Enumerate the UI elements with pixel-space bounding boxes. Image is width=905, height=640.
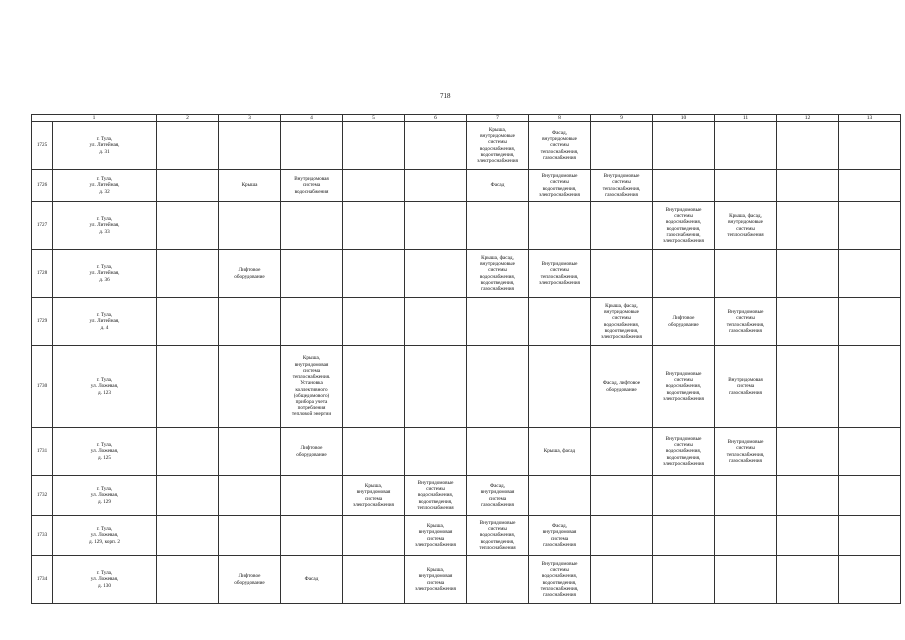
work-cell (467, 346, 529, 428)
work-cell (467, 298, 529, 346)
column-header: 11 (715, 115, 777, 122)
work-cell: Внутридомовые системы теплоснабжения, газоснабжения (715, 428, 777, 476)
row-number: 1729 (32, 298, 53, 346)
work-cell (839, 170, 901, 202)
work-cell (343, 298, 405, 346)
work-cell (219, 428, 281, 476)
work-cell (157, 298, 219, 346)
work-cell (405, 298, 467, 346)
work-cell: Крыша, внутридомовая система электроснабжения (405, 556, 467, 604)
address-cell: г. Тула, ул. Литейная, д. 33 (53, 202, 157, 250)
work-cell (157, 476, 219, 516)
work-cell: Лифтовое оборудование (653, 298, 715, 346)
work-cell (653, 122, 715, 170)
address-cell: г. Тула, ул. Ложевая, д. 129, корп. 2 (53, 516, 157, 556)
work-cell (405, 122, 467, 170)
work-cell (591, 250, 653, 298)
work-cell (529, 298, 591, 346)
work-cell (653, 476, 715, 516)
work-cell: Внутридомовые системы теплоснабжения, газоснабжения (591, 170, 653, 202)
work-cell: Внутридомовые системы водоснабжения, водоотведения, электроснабжения (653, 346, 715, 428)
work-cell (715, 516, 777, 556)
work-cell (715, 170, 777, 202)
work-cell (653, 250, 715, 298)
column-header: 13 (839, 115, 901, 122)
work-cell (529, 202, 591, 250)
column-header: 4 (281, 115, 343, 122)
row-number: 1727 (32, 202, 53, 250)
work-cell: Внутридомовые системы теплоснабжения, газоснабжения (715, 298, 777, 346)
work-cell (653, 556, 715, 604)
work-cell: Внутридомовая система газоснабжения (715, 346, 777, 428)
work-cell: Лифтовое оборудование (219, 556, 281, 604)
address-cell: г. Тула, ул. Ложевая, д. 130 (53, 556, 157, 604)
work-cell (777, 346, 839, 428)
work-cell (405, 428, 467, 476)
work-cell (839, 202, 901, 250)
work-cell (529, 346, 591, 428)
work-cell (281, 122, 343, 170)
address-cell: г. Тула, ул. Ложевая, д. 125 (53, 428, 157, 476)
work-cell (219, 346, 281, 428)
work-cell (591, 122, 653, 170)
table-row (32, 202, 901, 250)
row-number: 1726 (32, 170, 53, 202)
work-cell: Крыша, фасад, внутридомовые системы водоснабжения, водоотведения, электроснабжения (591, 298, 653, 346)
work-cell: Фасад, внутридомовая система газоснабжения (529, 516, 591, 556)
work-cell (591, 516, 653, 556)
work-cell (839, 122, 901, 170)
work-cell (839, 250, 901, 298)
work-cell (777, 250, 839, 298)
work-cell (157, 170, 219, 202)
work-cell (715, 476, 777, 516)
work-cell: Крыша, внутридомовая система электроснабжения (343, 476, 405, 516)
work-cell (157, 202, 219, 250)
work-cell (157, 556, 219, 604)
table-row (32, 556, 901, 604)
work-cell: Фасад (281, 556, 343, 604)
table-row (32, 346, 901, 428)
address-cell: г. Тула, ул. Литейная, д. 31 (53, 122, 157, 170)
work-cell: Внутридомовые системы теплоснабжения, электроснабжения (529, 250, 591, 298)
work-cell (467, 428, 529, 476)
work-cell (219, 298, 281, 346)
work-cell (405, 202, 467, 250)
work-cell (777, 202, 839, 250)
work-cell (777, 122, 839, 170)
work-cell (777, 556, 839, 604)
work-cell (653, 170, 715, 202)
row-number: 1733 (32, 516, 53, 556)
work-cell (777, 428, 839, 476)
address-cell: г. Тула, ул. Литейная, д. 4 (53, 298, 157, 346)
row-number: 1725 (32, 122, 53, 170)
work-cell: Фасад, лифтовое оборудование (591, 346, 653, 428)
work-cell (157, 250, 219, 298)
work-cell (839, 346, 901, 428)
row-number: 1734 (32, 556, 53, 604)
work-cell: Крыша, внутридомовая система электроснабжения (405, 516, 467, 556)
work-cell (157, 122, 219, 170)
row-number: 1730 (32, 346, 53, 428)
work-cell (343, 250, 405, 298)
work-cell (281, 250, 343, 298)
work-cell (343, 516, 405, 556)
work-cell (219, 516, 281, 556)
work-cell (839, 298, 901, 346)
work-cell: Внутридомовые системы водоотведения, электроснабжения (529, 170, 591, 202)
work-cell (343, 202, 405, 250)
address-cell: г. Тула, ул. Ложевая, д. 123 (53, 346, 157, 428)
table-row (32, 428, 901, 476)
column-header: 6 (405, 115, 467, 122)
column-header: 7 (467, 115, 529, 122)
column-header: 2 (157, 115, 219, 122)
address-cell: г. Тула, ул. Литейная, д. 32 (53, 170, 157, 202)
work-cell: Крыша, фасад (529, 428, 591, 476)
work-cell (653, 516, 715, 556)
work-cell (591, 556, 653, 604)
work-cell (591, 202, 653, 250)
work-cell: Крыша, фасад, внутридомовые системы теплоснабжения (715, 202, 777, 250)
work-cell (343, 122, 405, 170)
table-row (32, 298, 901, 346)
column-header: 10 (653, 115, 715, 122)
work-cell (219, 476, 281, 516)
work-cell (281, 476, 343, 516)
work-cell (157, 428, 219, 476)
work-cell: Крыша, фасад, внутридомовые системы водоснабжения, водоотведения, газоснабжения (467, 250, 529, 298)
header-row (32, 115, 901, 122)
work-cell: Фасад (467, 170, 529, 202)
table-row (32, 250, 901, 298)
work-cell (715, 250, 777, 298)
work-cell (157, 516, 219, 556)
row-number: 1731 (32, 428, 53, 476)
work-cell (715, 122, 777, 170)
work-schedule-table (31, 114, 901, 604)
work-cell: Фасад, внутридомовые системы теплоснабжения, газоснабжения (529, 122, 591, 170)
table-row (32, 516, 901, 556)
work-cell: Лифтовое оборудование (281, 428, 343, 476)
address-cell: г. Тула, ул. Литейная, д. 36 (53, 250, 157, 298)
work-cell: Внутридомовые системы водоснабжения, водоотведения, теплоснабжения (405, 476, 467, 516)
table-row (32, 476, 901, 516)
work-cell (405, 250, 467, 298)
work-cell (839, 556, 901, 604)
work-cell: Крыша, внутридомовые системы водоснабжения, водоотведения, электроснабжения (467, 122, 529, 170)
work-cell (343, 556, 405, 604)
work-cell: Внутридомовые системы водоснабжения, водоотведения, теплоснабжения, газоснабжения (529, 556, 591, 604)
work-cell (219, 122, 281, 170)
work-cell (591, 476, 653, 516)
work-cell: Внутридомовые системы водоснабжения, водоотведения, электроснабжения (653, 428, 715, 476)
work-cell (839, 428, 901, 476)
work-cell (405, 346, 467, 428)
column-header: 8 (529, 115, 591, 122)
work-cell: Лифтовое оборудование (219, 250, 281, 298)
row-number: 1728 (32, 250, 53, 298)
column-header: 9 (591, 115, 653, 122)
work-cell (281, 202, 343, 250)
work-cell: Внутридомовые системы водоснабжения, водоотведения, теплоснабжения (467, 516, 529, 556)
row-number: 1732 (32, 476, 53, 516)
work-cell (467, 556, 529, 604)
work-cell (777, 298, 839, 346)
work-cell (777, 170, 839, 202)
table-row (32, 122, 901, 170)
work-cell (467, 202, 529, 250)
work-cell (281, 516, 343, 556)
work-cell (343, 428, 405, 476)
work-cell (839, 476, 901, 516)
work-cell (777, 476, 839, 516)
column-header: 12 (777, 115, 839, 122)
column-header: 1 (32, 115, 157, 122)
work-cell (529, 476, 591, 516)
work-cell (405, 170, 467, 202)
column-header: 3 (219, 115, 281, 122)
page-number: 718 (440, 92, 451, 100)
work-cell: Фасад, внутридомовая система газоснабжения (467, 476, 529, 516)
table-row (32, 170, 901, 202)
work-cell: Крыша (219, 170, 281, 202)
work-cell: Внутридомовые системы водоснабжения, водоотведения, газоснабжения, электроснабжения (653, 202, 715, 250)
work-cell (343, 346, 405, 428)
work-cell (777, 516, 839, 556)
column-header: 5 (343, 115, 405, 122)
work-cell (281, 298, 343, 346)
work-cell (219, 202, 281, 250)
work-cell (715, 556, 777, 604)
work-cell: Крыша, внутридомовая система теплоснабжения. Установка коллективного (общедомового) прибора учета потребления тепловой энергии (281, 346, 343, 428)
work-cell (157, 346, 219, 428)
work-cell (591, 428, 653, 476)
address-cell: г. Тула, ул. Ложевая, д. 129 (53, 476, 157, 516)
work-cell: Внутридомовая система водоснабжения (281, 170, 343, 202)
work-cell (839, 516, 901, 556)
work-cell (343, 170, 405, 202)
